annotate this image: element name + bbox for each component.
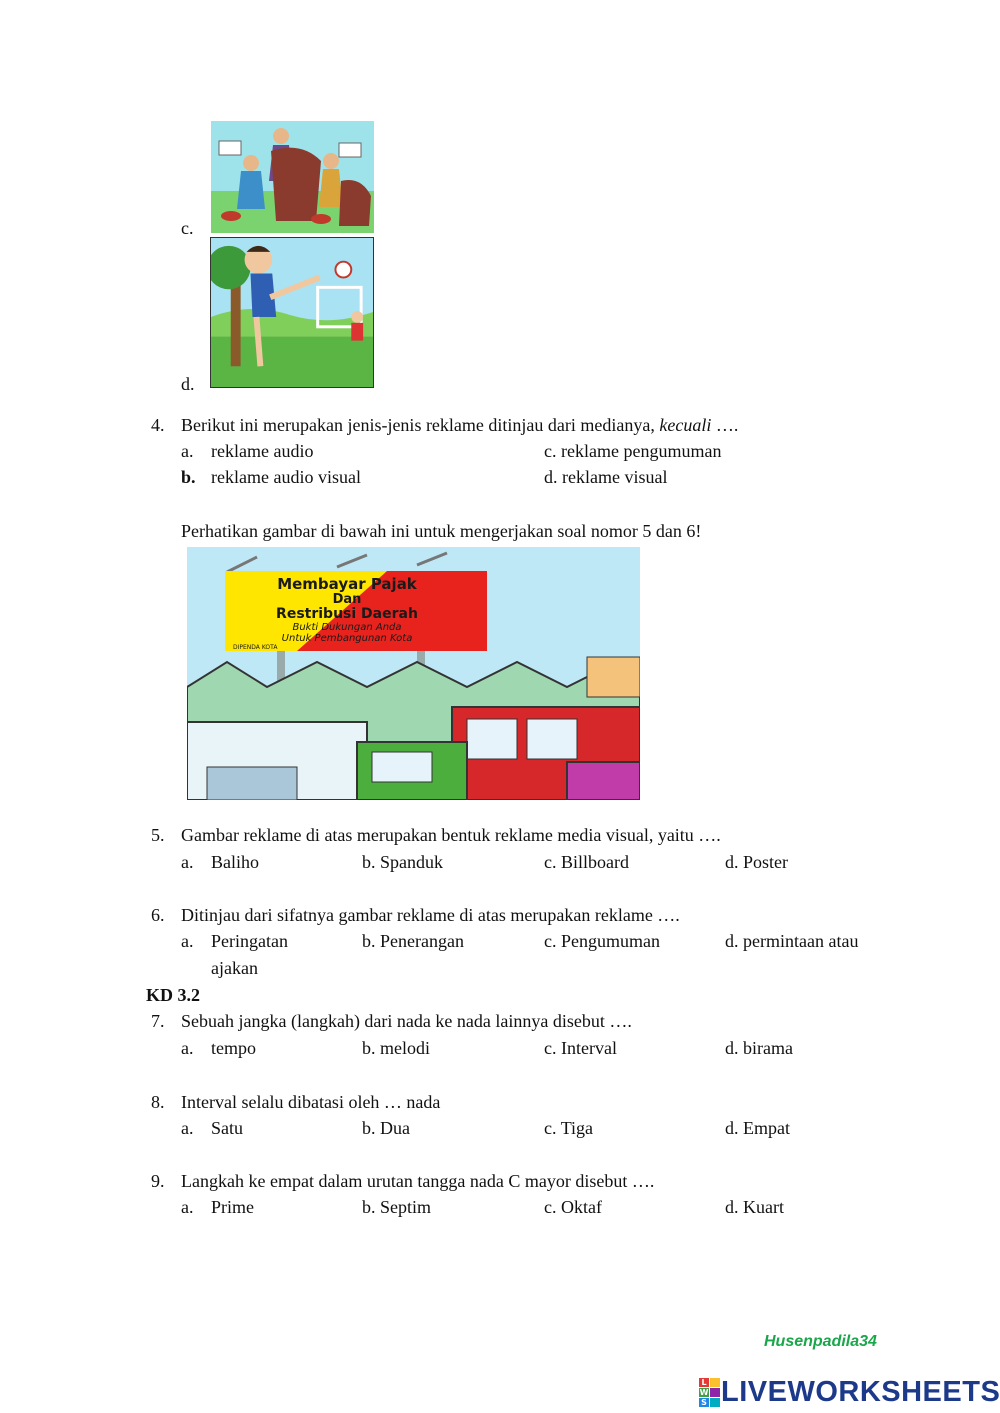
option-letter: a. [181,441,194,461]
q9-option-d[interactable] [725,1197,784,1218]
question-6-text: Ditinjau dari sifatnya gambar reklame di atas merupakan reklame …. [181,905,680,925]
option-letter: b. [362,931,376,951]
instruction-text: Perhatikan gambar di bawah ini untuk mengerjakan soal nomor 5 dan 6! [181,521,702,541]
option-letter: a. [181,852,194,872]
question-5-number: 5. [151,825,165,845]
billboard-line5: Untuk Pembangunan Kota [281,633,413,644]
question-4-text-main: Berikut ini merupakan jenis-jenis reklame ditinjau dari medianya, [181,415,660,435]
billboard-line6: DIPENDA KOTA [233,644,278,651]
option-text: Oktaf [561,1197,602,1217]
question-9-text: Langkah ke empat dalam urutan tangga nada C mayor disebut …. [181,1171,655,1191]
option-text: birama [743,1038,793,1058]
q5-option-a[interactable] [181,852,194,873]
q5-option-a-text[interactable]: Baliho [211,852,259,872]
q6-option-a-text[interactable]: Peringatan [211,931,288,951]
q6-option-c[interactable] [544,931,660,952]
option-letter: a. [181,931,194,951]
option-letter: d. [725,1197,739,1217]
option-letter: b. [362,1038,376,1058]
billboard-illustration [187,547,640,800]
logo-letter-w: W [699,1388,709,1397]
logo-letter-s: S [699,1398,709,1407]
q8-option-c[interactable] [544,1118,593,1139]
q5-option-d[interactable] [725,852,788,873]
q7-option-d[interactable] [725,1038,793,1059]
author-watermark: Husenpadila34 [764,1333,877,1350]
q5-option-c[interactable] [544,852,629,873]
billboard-line3: Restribusi Daerah [276,606,418,622]
option-letter: d. [725,931,739,951]
question-5-text: Gambar reklame di atas merupakan bentuk reklame media visual, yaitu …. [181,825,721,845]
q4-option-a[interactable] [181,441,194,462]
q9-option-a[interactable] [181,1197,194,1218]
billboard-line1: Membayar Pajak [277,575,417,593]
q9-option-c[interactable] [544,1197,602,1218]
logo-letter-l: L [699,1378,709,1387]
option-text: Pengumuman [561,931,660,951]
brand-name[interactable]: LIVEWORKSHEETS [721,1376,1000,1408]
question-4-text [181,415,738,436]
q7-option-b[interactable] [362,1038,430,1059]
q4-option-b[interactable] [181,467,196,488]
q5-option-b[interactable] [362,852,443,873]
q7-option-a-text[interactable]: tempo [211,1038,256,1058]
q8-option-b[interactable] [362,1118,410,1139]
option-letter: b. [362,1197,376,1217]
question-8-text: Interval selalu dibatasi oleh … nada [181,1092,441,1112]
question-9-number: 9. [151,1171,165,1191]
option-letter: b. [362,852,376,872]
q6-option-b[interactable] [362,931,464,952]
question-4-number: 4. [151,415,165,435]
option-text: Penerangan [380,931,464,951]
question-6-number: 6. [151,905,165,925]
option-text: Interval [561,1038,617,1058]
q9-option-a-text[interactable]: Prime [211,1197,254,1217]
option-letter: c. [544,931,557,951]
option-letter: d. [725,1038,739,1058]
option-text: Kuart [743,1197,784,1217]
option-letter: d. [725,852,739,872]
football-illustration [210,237,374,388]
q8-option-a[interactable] [181,1118,194,1139]
option-letter: c. [544,1038,557,1058]
option-text: Empat [743,1118,790,1138]
option-letter: a. [181,1118,194,1138]
logo-block-1 [710,1378,720,1387]
option-c-label: c. [181,218,194,238]
option-text: permintaan atau [743,931,859,951]
option-letter: c. [544,441,557,461]
option-letter: a. [181,1038,194,1058]
option-text: Poster [743,852,788,872]
option-text: Spanduk [380,852,443,872]
billboard-line2: Dan [332,592,362,607]
option-text: Billboard [561,852,629,872]
option-text: melodi [380,1038,430,1058]
batik-illustration [211,121,374,233]
liveworksheets-logo [699,1378,721,1408]
billboard-line4: Bukti Dukungan Anda [292,622,402,633]
q7-option-c[interactable] [544,1038,617,1059]
option-letter: d. [725,1118,739,1138]
q4-option-b-text[interactable]: reklame audio visual [211,467,361,487]
option-text: Dua [380,1118,410,1138]
option-letter: c. [544,1197,557,1217]
question-4-text-end: …. [711,415,739,435]
option-text: Septim [380,1197,432,1217]
option-letter: b. [181,467,196,487]
option-letter: a. [181,1197,194,1217]
q7-option-a[interactable] [181,1038,194,1059]
q9-option-b[interactable] [362,1197,431,1218]
question-4-text-italic: kecuali [659,415,712,435]
q6-option-d[interactable] [725,931,858,952]
option-text: Tiga [560,1118,594,1138]
q8-option-d[interactable] [725,1118,790,1139]
question-7-number: 7. [151,1011,165,1031]
option-letter: c. [544,1118,557,1138]
q4-option-c[interactable] [544,441,721,462]
option-letter: c. [544,852,557,872]
q6-option-a[interactable] [181,931,194,952]
q6-option-a-continuation: ajakan [211,958,258,978]
option-letter: d. [544,467,558,487]
q4-option-a-text[interactable]: reklame audio [211,441,314,461]
option-text: reklame visual [562,467,668,487]
question-7-text: Sebuah jangka (langkah) dari nada ke nada lainnya disebut …. [181,1011,632,1031]
option-d-label: d. [181,374,195,394]
q8-option-a-text[interactable]: Satu [211,1118,244,1138]
option-letter: b. [362,1118,376,1138]
logo-block-2 [710,1388,720,1397]
section-heading-kd: KD 3.2 [146,985,200,1005]
option-text: reklame pengumuman [561,441,722,461]
q4-option-d[interactable] [544,467,667,488]
question-8-number: 8. [151,1092,165,1112]
logo-block-3 [710,1398,720,1407]
